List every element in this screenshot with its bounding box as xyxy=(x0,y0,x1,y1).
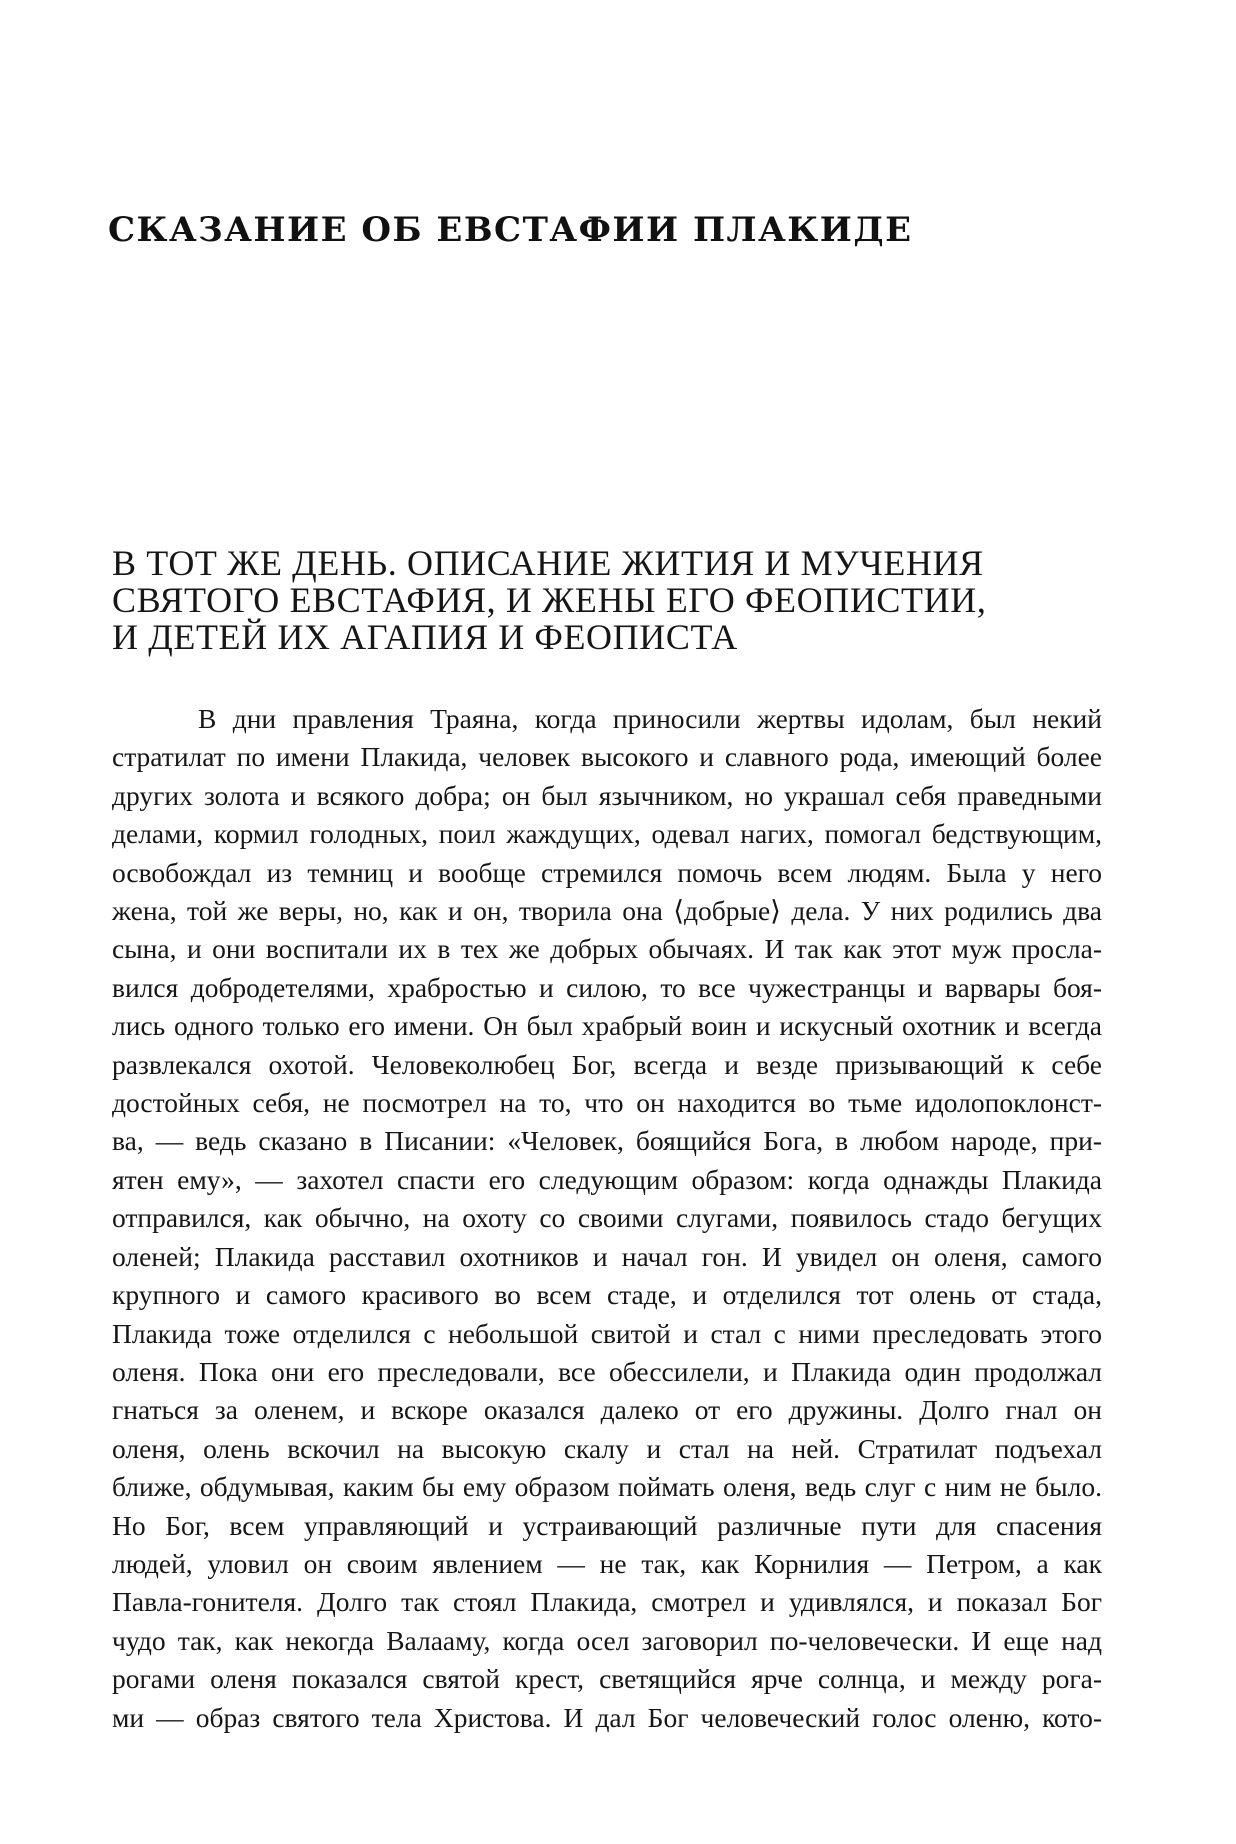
body-line: вился добродетелями, храбростью и силою, то все чужестранцы и варвары боя- xyxy=(112,971,1102,1003)
body-line: освобождал из темниц и вообще стремился помочь всем людям. Была у него xyxy=(112,856,1102,888)
body-line: В дни правления Траяна, когда приносили жертвы идолам, был некий xyxy=(198,703,1102,734)
section-title-line: И ДЕТЕЙ ИХ АГАПИЯ И ФЕОПИСТА xyxy=(112,617,738,657)
body-line: Но Бог, всем управляющий и устраивающий различные пути для спасения xyxy=(112,1509,1102,1541)
section-title-line: В ТОТ ЖЕ ДЕНЬ. ОПИСАНИЕ ЖИТИЯ И МУЧЕНИЯ xyxy=(112,543,984,583)
main-title: СКАЗАНИЕ ОБ ЕВСТАФИИ ПЛАКИДЕ xyxy=(108,210,913,250)
body-line: делами, кормил голодных, поил жаждущих, одевал нагих, помогал бедствующим, xyxy=(112,818,1102,850)
body-line: достойных себя, не посмотрел на то, что он находится во тьме идолопоклонст- xyxy=(112,1087,1102,1119)
body-line: людей, уловил он своим явлением — не так, как Корнилия — Петром, а как xyxy=(112,1547,1102,1579)
body-line: Плакида тоже отделился с небольшой свитой и стал с ними преследовать этого xyxy=(112,1317,1102,1349)
body-line: ятен ему», — захотел спасти его следующим образом: когда однажды Плакида xyxy=(112,1163,1102,1195)
body-line: оленей; Плакида расставил охотников и начал гон. И увидел он оленя, самого xyxy=(112,1240,1102,1272)
body-line: отправился, как обычно, на охоту со своими слугами, появилось стадо бегущих xyxy=(112,1202,1102,1234)
section-title-line: СВЯТОГО ЕВСТАФИЯ, И ЖЕНЫ ЕГО ФЕОПИСТИИ, xyxy=(112,580,987,620)
body-line: чудо так, как некогда Валааму, когда осел заговорил по-человечески. И еще над xyxy=(112,1624,1102,1656)
body-line: развлекался охотой. Человеколюбец Бог, всегда и везде призывающий к себе xyxy=(112,1048,1102,1080)
body-line: оленя, олень вскочил на высокую скалу и стал на ней. Стратилат подъехал xyxy=(112,1432,1102,1464)
section-title xyxy=(112,545,1122,656)
body-line: оленя. Пока они его преследовали, все обессилели, и Плакида один продолжал xyxy=(112,1355,1102,1387)
body-line: ми — образ святого тела Христова. И дал Бог человеческий голос оленю, кото- xyxy=(112,1701,1102,1733)
body-line: других золота и всякого добра; он был язычником, но украшал себя праведными xyxy=(112,779,1102,811)
body-line: рогами оленя показался святой крест, светящийся ярче солнца, и между рога- xyxy=(112,1663,1102,1695)
body-text xyxy=(112,700,1102,1737)
body-line: крупного и самого красивого во всем стаде, и отделился тот олень от стада, xyxy=(112,1279,1102,1311)
body-line: ближе, обдумывая, каким бы ему образом поймать оленя, ведь слуг с ним не было. xyxy=(112,1471,1102,1503)
body-line: сына, и они воспитали их в тех же добрых обычаях. И так как этот муж просла- xyxy=(112,933,1102,965)
body-line: лись одного только его имени. Он был храбрый воин и искусный охотник и всегда xyxy=(112,1010,1102,1042)
body-line: гнаться за оленем, и вскоре оказался далеко от его дружины. Долго гнал он xyxy=(112,1394,1102,1426)
body-line: стратилат по имени Плакида, человек высокого и славного рода, имеющий более xyxy=(112,741,1102,773)
body-line: Павла-гонителя. Долго так стоял Плакида, смотрел и удивлялся, и показал Бог xyxy=(112,1586,1102,1618)
body-line: ва, — ведь сказано в Писании: «Человек, боящийся Бога, в любом народе, при- xyxy=(112,1125,1102,1157)
body-line: жена, той же веры, но, как и он, творила она ⟨добрые⟩ дела. У них родились два xyxy=(112,895,1102,927)
